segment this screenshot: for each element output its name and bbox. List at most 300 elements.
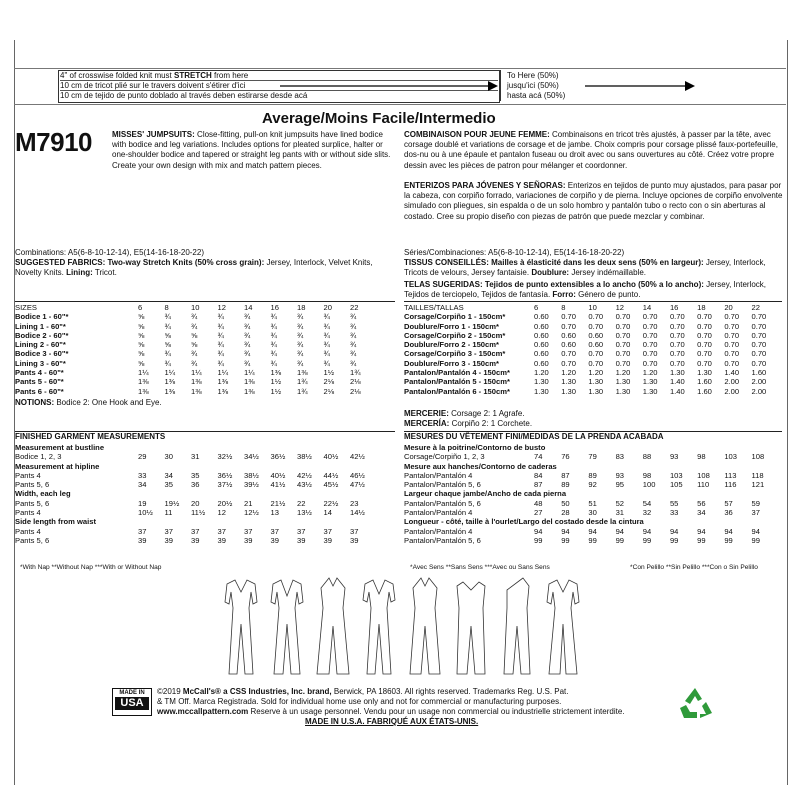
row-label: Pantalon/Pantalón 5, 6 [404, 535, 481, 545]
table-row [404, 471, 779, 480]
row-label: Bodice 1, 2, 3 [15, 452, 62, 462]
cell-value: ¾ [191, 312, 198, 322]
cell-value: 0.70 [615, 312, 631, 322]
cell-value: 19 [138, 498, 147, 508]
cell-value: 29 [138, 452, 147, 462]
cell-value: 0.70 [724, 349, 740, 359]
cell-value: 0.60 [534, 330, 549, 340]
cell-value: 0.70 [697, 312, 712, 322]
cell-value: 1¼ [244, 368, 255, 378]
cell-value: 12 [217, 508, 226, 518]
suggested-fabrics-es: TELAS SUGERIDAS: Tejidos de punto extensibles a lo ancho (50% a lo ancho): Jersey, Interlock, Tejidos de terciopelo, Tejidos de fantasía. Forro: Género de punto. [404, 280, 766, 300]
cell-value: 83 [615, 452, 625, 462]
yardage-rule-fr-es [404, 301, 782, 302]
cell-value: 39 [350, 535, 359, 545]
copyright-line-3: www.mccallpattern.com Reserve à un usage personnel. Vendu pour un usage non commercial ou industrielle strictement interdite. [157, 707, 625, 716]
cell-value: 39 [138, 535, 147, 545]
cell-value: 0.70 [588, 349, 604, 359]
row-label: Pants 5, 6 [15, 535, 50, 545]
row-label: Pants 5, 6 [15, 480, 50, 490]
finished-title-fr-es: MESURES DU VÊTEMENT FINI/MEDIDAS DE LA PRENDA ACABADA [404, 432, 664, 441]
cell-value: 54 [642, 498, 652, 508]
cell-value: 89 [588, 470, 597, 480]
badge-bottom-text: USA [115, 697, 149, 710]
copyright-line-2: & TM Off. Marca Registrada. Sold for individual home use only and not for commercial or manufacturing purposes. [157, 697, 562, 706]
cell-value: 95 [615, 480, 625, 490]
cell-value: 0.70 [751, 330, 767, 340]
cell-value: 0.60 [561, 340, 576, 350]
cell-value: 0.70 [642, 330, 658, 340]
yardage-table-en [15, 303, 377, 396]
cell-value: 33 [669, 508, 679, 518]
cell-value: 1.30 [615, 386, 631, 396]
cell-value: 30 [164, 452, 173, 462]
cell-value: 1.30 [534, 386, 549, 396]
cell-value: 116 [724, 480, 737, 490]
cell-value: ¾ [217, 321, 224, 331]
cell-value: 0.70 [697, 349, 712, 359]
made-in-usa-line: MADE IN U.S.A. FABRIQUÉ AUX ÉTATS-UNIS. [305, 717, 479, 726]
cell-value: 0.70 [669, 312, 685, 322]
cell-value: 1⅜ [297, 368, 308, 378]
cell-value: 34 [138, 480, 147, 490]
cell-value: 34 [164, 470, 173, 480]
suggested-fabrics-fr: TISSUS CONSEILLÉS: Mailles à élasticité dans les deux sens (50% en largeur): Jersey, Interlock, Tricots de velours, Jersey fantaisie. Doublure: Jersey indémaillable. [404, 258, 766, 278]
cell-value: 22½ [323, 498, 339, 508]
size-col: 6 [138, 303, 143, 312]
garment-sketch-1 [225, 580, 257, 674]
cell-value: 37 [350, 526, 359, 536]
table-row [404, 499, 779, 508]
cell-value: ¾ [270, 321, 277, 331]
cell-value: 32 [642, 508, 652, 518]
table-row [404, 359, 779, 368]
cell-value: 0.70 [724, 321, 740, 331]
cell-value: 0.70 [669, 330, 685, 340]
cell-value: 37 [138, 526, 147, 536]
cell-value: 1.30 [588, 386, 604, 396]
size-col: 8 [164, 303, 169, 312]
cell-value: 1⅜ [191, 386, 202, 396]
size-col: 20 [323, 303, 332, 312]
cell-value: 93 [669, 452, 679, 462]
cell-value: ⅝ [138, 340, 145, 350]
nap-note-en: *With Nap **Without Nap ***With or Without Nap [20, 564, 162, 571]
cell-value: 0.70 [724, 330, 740, 340]
cell-value: 35 [191, 470, 200, 480]
cell-value: 37½ [217, 480, 233, 490]
cell-value: 40½ [323, 452, 339, 462]
cell-value: 1⅜ [164, 386, 176, 396]
cell-value: 1.30 [561, 386, 576, 396]
cell-value: 1.30 [561, 377, 576, 387]
row-label: Pantalon/Pantalón 5, 6 [404, 480, 481, 490]
cell-value: 42½ [350, 452, 365, 462]
cell-value: 0.70 [615, 330, 631, 340]
cell-value: ¾ [350, 349, 357, 359]
cell-value: ¾ [244, 358, 251, 368]
cell-value: 94 [751, 526, 760, 536]
table-row [404, 527, 779, 536]
cell-value: ¾ [164, 358, 171, 368]
cell-value: 1.40 [669, 386, 685, 396]
cell-value: 0.60 [534, 349, 549, 359]
cell-value: 36½ [217, 470, 233, 480]
cell-value: 23 [350, 498, 359, 508]
row-label: Width, each leg [15, 489, 71, 499]
merceria-es: MERCERÍA: Corpiño 2: 1 Corchete. [404, 419, 533, 428]
cell-value: 10½ [138, 508, 153, 518]
row-label: Doublure/Forro 1 - 150cm* [404, 321, 499, 331]
stretch-line-es: 10 cm de tejido de punto doblado al través deben estirarse desde acá [60, 91, 308, 100]
cell-value: 1.60 [751, 368, 767, 378]
cell-value: 100 [642, 480, 656, 490]
cell-value: ¾ [217, 340, 224, 350]
cell-value: 76 [561, 452, 570, 462]
cell-value: 1.40 [669, 377, 685, 387]
row-label: Measurement at hipline [15, 461, 100, 471]
cell-value: ¾ [323, 330, 330, 340]
cell-value: 99 [615, 535, 625, 545]
cell-value: 93 [615, 470, 625, 480]
size-col: 18 [697, 303, 706, 312]
cell-value: 2.00 [751, 386, 767, 396]
cell-value: ⅝ [138, 321, 145, 331]
cell-value: ¾ [244, 312, 251, 322]
cell-value: 0.70 [751, 349, 767, 359]
cell-value: 1½ [270, 377, 282, 387]
cell-value: 0.60 [534, 312, 549, 322]
cell-value: ¾ [350, 358, 357, 368]
cell-value: 36 [724, 508, 733, 518]
cell-value: 1⅜ [138, 386, 149, 396]
cell-value: 0.70 [615, 340, 631, 350]
table-row [15, 387, 377, 396]
cell-value: 1.40 [724, 368, 740, 378]
nap-note-es: *Con Pelillo **Sin Pelillo ***Con o Sin Pelillo [630, 564, 758, 571]
cell-value: 1⅜ [138, 377, 149, 387]
cell-value: 99 [751, 535, 760, 545]
cell-value: 37 [191, 526, 200, 536]
measurement-heading-row [15, 462, 377, 471]
cell-value: 0.70 [669, 340, 685, 350]
cell-value: 1⅜ [270, 368, 282, 378]
cell-value: 0.70 [642, 349, 658, 359]
cell-value: 20 [191, 498, 200, 508]
cell-value: 94 [534, 526, 543, 536]
cell-value: 14½ [350, 508, 365, 518]
cell-value: 0.70 [669, 321, 685, 331]
cell-value: ¾ [350, 321, 357, 331]
cell-value: ¾ [297, 312, 304, 322]
finished-table-en [15, 443, 377, 545]
row-label: Pantalon/Pantalón 5 - 150cm* [404, 377, 510, 387]
cell-value: ¾ [270, 330, 277, 340]
size-col: 10 [588, 303, 597, 312]
cell-value: ¾ [350, 330, 357, 340]
cell-value: 56 [697, 498, 706, 508]
cell-value: 37 [323, 526, 332, 536]
stretch-arrow-icon [280, 80, 700, 92]
row-label: Pants 5 - 60"* [15, 377, 64, 387]
cell-value: 0.70 [561, 349, 576, 359]
cell-value: ¾ [297, 321, 304, 331]
cell-value: 99 [642, 535, 652, 545]
cell-value: 2.00 [724, 377, 740, 387]
row-label: Corsage/Corpiño 1 - 150cm* [404, 312, 506, 322]
row-label: Mesure aux hanches/Contorno de caderas [404, 461, 557, 471]
cell-value: 1.60 [697, 377, 712, 387]
row-label: Lining 1 - 60"* [15, 321, 66, 331]
cell-value: 1.30 [697, 368, 712, 378]
cell-value: 99 [669, 535, 679, 545]
cell-value: 121 [751, 480, 765, 490]
cell-value: 1.30 [588, 377, 604, 387]
cell-value: 87 [561, 470, 570, 480]
recycle-icon [676, 686, 714, 722]
row-label: Bodice 3 - 60"* [15, 349, 69, 359]
cell-value: 92 [588, 480, 597, 490]
table-row [15, 377, 377, 386]
garment-sketch-4 [363, 580, 395, 674]
cell-value: 0.70 [615, 358, 631, 368]
cell-value: ¾ [191, 349, 198, 359]
cell-value: 52 [615, 498, 625, 508]
cell-value: 39 [164, 535, 173, 545]
cell-value: ¾ [297, 340, 304, 350]
cell-value: 11½ [191, 508, 206, 518]
table-row [15, 331, 377, 340]
cell-value: 118 [751, 470, 764, 480]
cell-value: 31 [615, 508, 625, 518]
table-row [404, 349, 779, 358]
cell-value: 94 [642, 526, 652, 536]
measurement-heading-row [404, 462, 779, 471]
cell-value: 1¼ [191, 368, 202, 378]
table-row [15, 349, 377, 358]
cell-value: 0.70 [588, 321, 604, 331]
cell-value: 36 [191, 480, 200, 490]
cell-value: 46½ [350, 470, 365, 480]
cell-value: 84 [534, 470, 543, 480]
cell-value: ¾ [164, 321, 171, 331]
cell-value: ¾ [217, 358, 224, 368]
cell-value: 0.70 [751, 340, 767, 350]
cell-value: ¾ [323, 349, 330, 359]
cell-value: 57 [724, 498, 733, 508]
row-label: Pants 4 [15, 508, 41, 518]
row-label: Doublure/Forro 2 - 150cm* [404, 340, 499, 350]
cell-value: 94 [561, 526, 570, 536]
cell-value: ⅝ [138, 330, 145, 340]
size-col: 14 [642, 303, 652, 312]
cell-value: 0.70 [615, 349, 631, 359]
cell-value: 11 [164, 508, 173, 518]
finished-table-fr-es [404, 443, 779, 545]
cell-value: 0.70 [561, 312, 576, 322]
table-row [15, 368, 377, 377]
cell-value: ¾ [244, 349, 251, 359]
cell-value: ¾ [350, 340, 357, 350]
cell-value: 98 [697, 452, 706, 462]
cell-value: ⅝ [191, 330, 198, 340]
cell-value: 0.70 [642, 358, 658, 368]
table-row [15, 471, 377, 480]
cell-value: 19½ [164, 498, 180, 508]
table-row [15, 322, 377, 331]
row-label: Pantalon/Pantalón 6 - 150cm* [404, 386, 510, 396]
cell-value: ⅝ [164, 340, 171, 350]
cell-value: ¾ [323, 340, 330, 350]
cell-value: 55 [669, 498, 679, 508]
cell-value: 20½ [217, 498, 233, 508]
cell-value: ⅝ [138, 312, 145, 322]
cell-value: 2⅛ [323, 386, 335, 396]
cell-value: ¾ [191, 321, 198, 331]
cell-value: 1.20 [615, 368, 631, 378]
cell-value: 0.70 [751, 312, 767, 322]
cell-value: 47½ [350, 480, 365, 490]
row-label: Pantalon/Pantalón 5, 6 [404, 498, 481, 508]
stretch-line-en: 4" of crosswise folded knit must STRETCH from here [60, 71, 249, 80]
cell-value: 99 [534, 535, 543, 545]
cell-value: 1.20 [561, 368, 576, 378]
cell-value: 21 [244, 498, 253, 508]
cell-value: 1.20 [588, 368, 604, 378]
table-row [15, 340, 377, 349]
stretch-target-en: To Here (50%) [507, 71, 559, 80]
cell-value: 0.70 [697, 358, 712, 368]
table-row [404, 508, 779, 517]
cell-value: 34½ [244, 452, 259, 462]
cell-value: 89 [561, 480, 570, 490]
cell-value: 1⅜ [244, 386, 255, 396]
cell-value: ¾ [244, 330, 251, 340]
cell-value: ⅝ [138, 349, 145, 359]
cell-value: ¾ [323, 312, 330, 322]
cell-value: 1.30 [615, 377, 631, 387]
cell-value: 0.70 [561, 358, 576, 368]
cell-value: 0.70 [588, 358, 604, 368]
measurement-heading-row [15, 443, 377, 452]
measurement-heading-row [404, 517, 779, 526]
cell-value: 99 [724, 535, 733, 545]
cell-value: 36½ [270, 452, 286, 462]
cell-value: 94 [697, 526, 706, 536]
cell-value: 74 [534, 452, 543, 462]
cell-value: 28 [561, 508, 570, 518]
cell-value: 0.70 [669, 358, 685, 368]
cell-value: ¾ [297, 358, 304, 368]
cell-value: 113 [724, 470, 737, 480]
row-label: Pantalon/Pantalón 4 [404, 508, 473, 518]
cell-value: ¾ [270, 358, 277, 368]
cell-value: ¾ [350, 312, 357, 322]
cell-value: 0.70 [697, 330, 712, 340]
row-label: Corsage/Corpiño 3 - 150cm* [404, 349, 506, 359]
cell-value: 37 [244, 526, 253, 536]
cell-value: 31 [191, 452, 200, 462]
cell-value: 2.00 [751, 377, 767, 387]
cell-value: 0.70 [615, 321, 631, 331]
table-row [15, 508, 377, 517]
cell-value: ⅝ [164, 330, 171, 340]
yardage-header-row [15, 303, 377, 312]
cell-value: 98 [642, 470, 652, 480]
measurement-heading-row [15, 489, 377, 498]
cell-value: 40½ [270, 470, 286, 480]
cell-value: 39 [217, 535, 226, 545]
row-label: Pants 4 - 60"* [15, 368, 64, 378]
cell-value: 22 [297, 498, 306, 508]
table-row [404, 322, 779, 331]
mercerie-fr: MERCERIE: Corsage 2: 1 Agrafe. [404, 409, 525, 418]
cell-value: ¾ [297, 349, 304, 359]
cell-value: 0.70 [642, 321, 658, 331]
suggested-fabrics-en: SUGGESTED FABRICS: Two-way Stretch Knits (50% cross grain): Jersey, Interlock, Velvet Knits, Novelty Knits. Lining: Tricot. [15, 258, 373, 278]
cell-value: 13½ [297, 508, 312, 518]
table-row [404, 452, 779, 461]
row-label: Pantalon/Pantalón 4 - 150cm* [404, 368, 510, 378]
cell-value: 1¾ [297, 377, 308, 387]
cell-value: 1.30 [534, 377, 549, 387]
cell-value: 1.20 [534, 368, 549, 378]
cell-value: 1.60 [697, 386, 712, 396]
cell-value: 1¼ [217, 368, 229, 378]
row-label: Pants 6 - 60"* [15, 386, 64, 396]
made-in-usa-badge [112, 688, 152, 716]
row-label: Pants 4 [15, 470, 41, 480]
nap-note-fr: *Avec Sens **Sans Sens ***Avec ou Sans Sens [410, 564, 550, 571]
cell-value: 37 [751, 508, 760, 518]
cell-value: 94 [615, 526, 625, 536]
cell-value: 2⅛ [350, 377, 361, 387]
finished-title-en: FINISHED GARMENT MEASUREMENTS [15, 432, 166, 441]
cell-value: 1¾ [350, 368, 361, 378]
cell-value: 0.70 [642, 340, 658, 350]
cut-line-strip-bottom [14, 104, 786, 105]
cell-value: 39 [270, 535, 279, 545]
cell-value: 103 [724, 452, 737, 462]
cell-value: 42½ [297, 470, 312, 480]
cell-value: 0.70 [697, 321, 712, 331]
cell-value: ¾ [270, 349, 277, 359]
pattern-number: M7910 [15, 127, 92, 157]
cell-value: 0.70 [724, 358, 740, 368]
table-row [15, 359, 377, 368]
cell-value: 0.70 [561, 321, 576, 331]
cell-value: 13 [270, 508, 279, 518]
measurement-heading-row [15, 517, 377, 526]
description-fr: COMBINAISON POUR JEUNE FEMME: Combinaisons en tricot très ajustés, à passer par la tête, avec corsage doublé et variations de corsage et de jambe. Choix compris pour corsage plissé faux-portefeuille, dos-nu ou à une épaule et pantalon fuseau ou droit avec ou sans ouvertures au côté. Créez votre propre dessin avec les pièces de patron pour mélanger et coordonner. [404, 130, 778, 170]
table-row [15, 499, 377, 508]
cell-value: 1.30 [642, 386, 658, 396]
cell-value: 39 [323, 535, 332, 545]
garment-sketch-5 [410, 578, 440, 674]
table-row [15, 527, 377, 536]
cell-value: 94 [588, 526, 597, 536]
stretch-target-fr: jusqu'ici (50%) [507, 81, 559, 90]
cell-value: 51 [588, 498, 597, 508]
cell-value: 1¼ [138, 368, 149, 378]
cell-value: 50 [561, 498, 570, 508]
stretch-line-fr: 10 cm de tricot plié sur le travers doivent s'étirer d'ici [60, 81, 246, 90]
cell-value: 37 [164, 526, 173, 536]
table-row [15, 452, 377, 461]
description-es: ENTERIZOS PARA JÓVENES Y SEÑORAS: Enterizos en tejidos de punto muy ajustados, para pasar por la cabeza, con corpiño forrado, variaciones de corpiño y de pierna. Incluye opciones de corpiño envolvente simulado con pliegues, sin espalda o de un solo hombro y pantalón tubo o recto con o sin aberturas al costado. Cree su propio diseño con piezas de patrón que puede mezclar y combinar. [404, 181, 783, 221]
cell-value: 1.30 [642, 377, 658, 387]
size-col: 22 [751, 303, 760, 312]
